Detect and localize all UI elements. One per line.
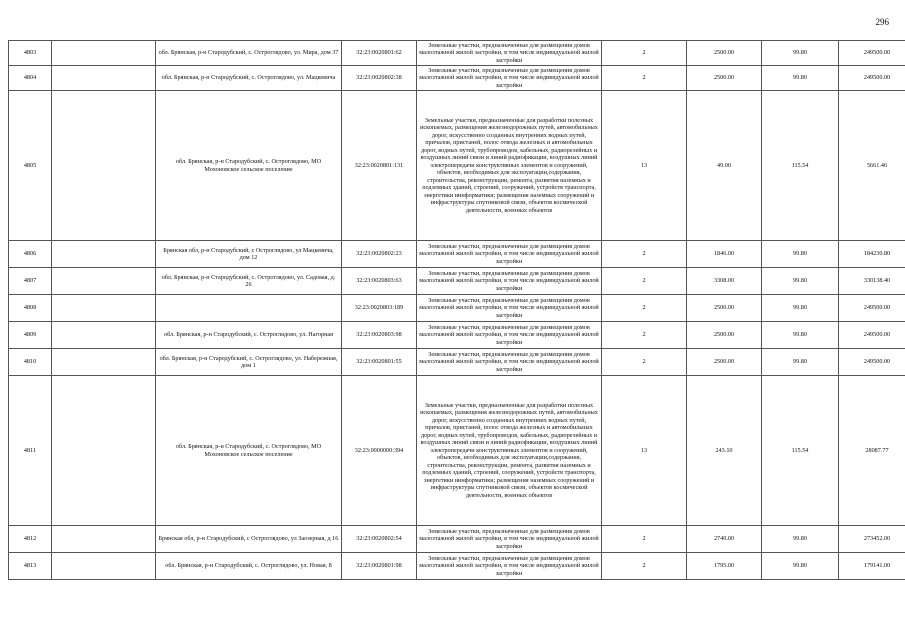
use-group-cell: 2 xyxy=(602,66,687,91)
specific-value-cell: 115.54 xyxy=(762,91,839,241)
cadastral-value-cell: 5661.46 xyxy=(839,91,905,241)
address-cell: обл. Брянская, р-н Стародубский, с. Остроглядово, ул. Набережная, дом 1 xyxy=(156,349,342,376)
land-use-cell: Земельные участки, предназначенные для разработки полезных ископаемых, размещения железнодорожных путей, автомобильных дорог, искусственно созданных внутренних водных путей, причалов, пристаней, полос отвода железных и автомобильных дорог, водных путей, трубопроводов, кабельных, радиорелейных и воздушных линий связи и линий радиофикации, воздушных линий электропередачи конструктивных элементов и сооружений, объектов, необходимых для эксплуатации,содержания, строительства, реконструкции, ремонта, развития наземных и подземных зданий, строений, сооружений, устройств транспорта, энергетики иинформатики; размещения наземных сооружений и инфраструктуры спутниковой связи, объектов космической деятельности, военных объектов xyxy=(417,376,602,526)
table-row xyxy=(9,295,905,322)
area-cell: 2500.00 xyxy=(687,295,762,322)
cadastral-value-cell: 249500.00 xyxy=(839,41,905,66)
area-cell: 243.10 xyxy=(687,376,762,526)
row-number: 4808 xyxy=(9,295,52,322)
use-group-cell: 2 xyxy=(602,41,687,66)
address-cell: обл. Брянская, р-н Стародубский, с. Остроглядово, ул. Нагорная xyxy=(156,322,342,349)
row-number: 4804 xyxy=(9,66,52,91)
address-cell: обл. Брянская, р-н Стародубский, с. Остроглядово, МО Мохоновское сельское поселение xyxy=(156,91,342,241)
area-cell: 1795.00 xyxy=(687,553,762,580)
specific-value-cell: 99.80 xyxy=(762,553,839,580)
use-group-cell: 2 xyxy=(602,322,687,349)
land-use-cell: Земельные участки, предназначенные для размещения домов малоэтажной жилой застройки, в том числе индивидуальной жилой застройки xyxy=(417,268,602,295)
specific-value-cell: 99.80 xyxy=(762,322,839,349)
use-group-cell: 2 xyxy=(602,268,687,295)
area-cell: 2500.00 xyxy=(687,322,762,349)
address-cell: Брянская обл, р-н Стародубский, с Остроглядово, ул Мацкевича, дом 12 xyxy=(156,241,342,268)
table-row xyxy=(9,349,905,376)
area-cell: 2740.00 xyxy=(687,526,762,553)
cadastral-number-cell: 32:23:0020803:63 xyxy=(342,268,417,295)
specific-value-cell: 99.80 xyxy=(762,241,839,268)
table-row xyxy=(9,41,905,66)
cadastral-value-cell: 249500.00 xyxy=(839,66,905,91)
specific-value-cell: 99.80 xyxy=(762,526,839,553)
land-use-cell: Земельные участки, предназначенные для разработки полезных ископаемых, размещения железнодорожных путей, автомобильных дорог, искусственно созданных внутренних водных путей, причалов, пристаней, полос отвода железных и автомобильных дорог, водных путей, трубопроводов, кабельных, радиорелейных и воздушных линий связи и линий радиофикации, воздушных линий электропередачи конструктивных элементов и сооружений, объектов, необходимых для эксплуатации,содержания, строительства, реконструкции, ремонта, развития наземных и подземных зданий, строений, сооружений, устройств транспорта, энергетики иинформатики; размещения наземных сооружений и инфраструктуры спутниковой связи, объектов космической деятельности, военных объектов xyxy=(417,91,602,241)
table-row xyxy=(9,66,905,91)
table-row xyxy=(9,376,905,526)
row-number: 4811 xyxy=(9,376,52,526)
cadastral-number-cell: 32:23:0020803:189 xyxy=(342,295,417,322)
address-cell: обл. Брянская, р-н Стародубский, с. Остроглядово, МО Мохоновское сельское поселение xyxy=(156,376,342,526)
page-number: 296 xyxy=(875,17,889,27)
row-number: 4809 xyxy=(9,322,52,349)
specific-value-cell: 99.80 xyxy=(762,349,839,376)
table-row xyxy=(9,241,905,268)
use-group-cell: 2 xyxy=(602,241,687,268)
cadastral-value-cell: 184230.80 xyxy=(839,241,905,268)
cadastral-value-cell: 273452.00 xyxy=(839,526,905,553)
specific-value-cell: 99.80 xyxy=(762,295,839,322)
use-group-cell: 2 xyxy=(602,553,687,580)
row-number: 4812 xyxy=(9,526,52,553)
specific-value-cell: 99.80 xyxy=(762,41,839,66)
land-use-cell: Земельные участки, предназначенные для размещения домов малоэтажной жилой застройки, в том числе индивидуальной жилой застройки xyxy=(417,349,602,376)
cadastral-number-cell: 32:23:0020801:131 xyxy=(342,91,417,241)
area-cell: 1846.00 xyxy=(687,241,762,268)
address-cell: обл. Брянская, р-н Стародубский, с. Остроглядово, ул. Новая, 8 xyxy=(156,553,342,580)
empty-cell xyxy=(52,322,156,349)
table-row xyxy=(9,91,905,241)
cadastral-number-cell: 32:23:0020802:23 xyxy=(342,241,417,268)
area-cell: 49.00 xyxy=(687,91,762,241)
row-number: 4806 xyxy=(9,241,52,268)
use-group-cell: 2 xyxy=(602,295,687,322)
empty-cell xyxy=(52,91,156,241)
row-number: 4805 xyxy=(9,91,52,241)
row-number: 4810 xyxy=(9,349,52,376)
land-use-cell: Земельные участки, предназначенные для размещения домов малоэтажной жилой застройки, в том числе индивидуальной жилой застройки xyxy=(417,322,602,349)
address-cell xyxy=(156,295,342,322)
cadastral-value-table xyxy=(8,40,905,580)
row-number: 4807 xyxy=(9,268,52,295)
address-cell: обл. Брянская, р-н Стародубский, с. Остроглядово, ул. Садовая, д. 26 xyxy=(156,268,342,295)
cadastral-value-cell: 28087.77 xyxy=(839,376,905,526)
table-row xyxy=(9,553,905,580)
cadastral-value-cell: 249500.00 xyxy=(839,295,905,322)
address-cell: обл. Брянская, р-н Стародубский, с. Остроглядово, ул. Мацкевича xyxy=(156,66,342,91)
empty-cell xyxy=(52,526,156,553)
land-use-cell: Земельные участки, предназначенные для размещения домов малоэтажной жилой застройки, в том числе индивидуальной жилой застройки xyxy=(417,526,602,553)
empty-cell xyxy=(52,553,156,580)
cadastral-value-cell: 330138.40 xyxy=(839,268,905,295)
specific-value-cell: 99.80 xyxy=(762,268,839,295)
cadastral-number-cell: 32:23:0020801:98 xyxy=(342,553,417,580)
empty-cell xyxy=(52,376,156,526)
use-group-cell: 2 xyxy=(602,526,687,553)
land-use-cell: Земельные участки, предназначенные для размещения домов малоэтажной жилой застройки, в том числе индивидуальной жилой застройки xyxy=(417,41,602,66)
table-row xyxy=(9,526,905,553)
empty-cell xyxy=(52,241,156,268)
cadastral-value-cell: 249500.00 xyxy=(839,349,905,376)
use-group-cell: 13 xyxy=(602,376,687,526)
table-row xyxy=(9,322,905,349)
cadastral-number-cell: 32:23:0020802:38 xyxy=(342,66,417,91)
row-number: 4803 xyxy=(9,41,52,66)
land-use-cell: Земельные участки, предназначенные для размещения домов малоэтажной жилой застройки, в том числе индивидуальной жилой застройки xyxy=(417,241,602,268)
address-cell: Брянская обл, р-н Стародубский, с Остроглядово, ул Заозерная, д 16 xyxy=(156,526,342,553)
cadastral-number-cell: 32:23:0000000:394 xyxy=(342,376,417,526)
specific-value-cell: 115.54 xyxy=(762,376,839,526)
use-group-cell: 13 xyxy=(602,91,687,241)
cadastral-value-cell: 179141.00 xyxy=(839,553,905,580)
row-number: 4813 xyxy=(9,553,52,580)
table-row xyxy=(9,268,905,295)
cadastral-number-cell: 32:23:0020801:55 xyxy=(342,349,417,376)
specific-value-cell: 99.80 xyxy=(762,66,839,91)
area-cell: 3308.00 xyxy=(687,268,762,295)
land-use-cell: Земельные участки, предназначенные для размещения домов малоэтажной жилой застройки, в том числе индивидуальной жилой застройки xyxy=(417,553,602,580)
land-use-cell: Земельные участки, предназначенные для размещения домов малоэтажной жилой застройки, в том числе индивидуальной жилой застройки xyxy=(417,66,602,91)
area-cell: 2500.00 xyxy=(687,41,762,66)
area-cell: 2500.00 xyxy=(687,66,762,91)
cadastral-number-cell: 32:23:0020802:54 xyxy=(342,526,417,553)
empty-cell xyxy=(52,268,156,295)
empty-cell xyxy=(52,295,156,322)
land-use-cell: Земельные участки, предназначенные для размещения домов малоэтажной жилой застройки, в том числе индивидуальной жилой застройки xyxy=(417,295,602,322)
empty-cell xyxy=(52,349,156,376)
cadastral-number-cell: 32:23:0020803:98 xyxy=(342,322,417,349)
cadastral-value-cell: 249500.00 xyxy=(839,322,905,349)
cadastral-number-cell: 32:23:0020801:62 xyxy=(342,41,417,66)
address-cell: обл. Брянская, р-н Стародубский, с. Остроглядово, ул. Мира, дом 37 xyxy=(156,41,342,66)
area-cell: 2500.00 xyxy=(687,349,762,376)
use-group-cell: 2 xyxy=(602,349,687,376)
empty-cell xyxy=(52,66,156,91)
empty-cell xyxy=(52,41,156,66)
